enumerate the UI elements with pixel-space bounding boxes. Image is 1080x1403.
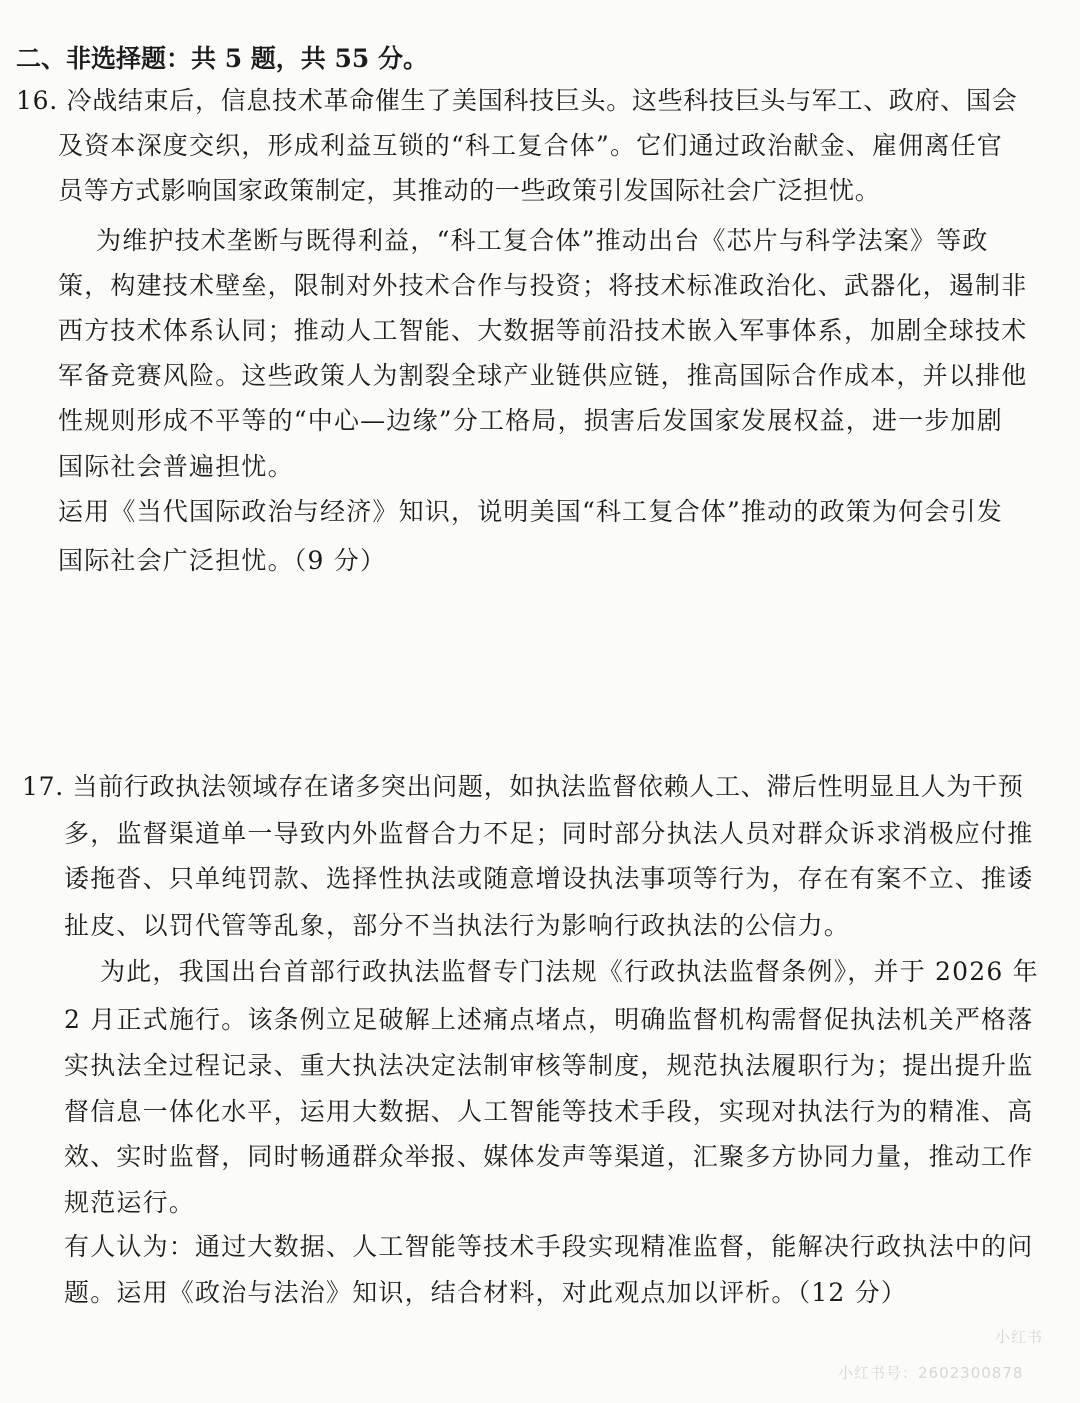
q17-line: 效、实时监督，同时畅通群众举报、媒体发声等渠道，汇聚多方协同力量，推动工作 [64, 1142, 1034, 1171]
q16-line: 国际社会广泛担忧。（9 分） [58, 546, 387, 575]
q17-line: 规范运行。 [64, 1188, 196, 1217]
watermark-id: 小红书号：2602300878 [838, 1364, 1024, 1382]
q16-line: 员等方式影响国家政策制定，其推动的一些政策引发国际社会广泛担忧。 [58, 176, 881, 205]
q17-line: 诿拖沓、只单纯罚款、选择性执法或随意增设执法事项等行为，存在有案不立、推诿 [64, 864, 1034, 893]
q16-line: 为维护技术垄断与既得利益，“科工复合体”推动出台《芯片与科学法案》等政 [96, 226, 989, 255]
q16-line: 运用《当代国际政治与经济》知识，说明美国“科工复合体”推动的政策为何会引发 [58, 497, 1003, 526]
q17-line: 实执法全过程记录、重大执法决定法制审核等制度，规范执法履职行为；提出提升监 [64, 1051, 1034, 1080]
q17-line: 17. 当前行政执法领域存在诸多突出问题，如执法监督依赖人工、滞后性明显且人为干预 [22, 772, 1024, 801]
q17-line: 题。运用《政治与法治》知识，结合材料，对此观点加以评析。（12 分） [64, 1278, 908, 1307]
q16-line: 西方技术体系认同；推动人工智能、大数据等前沿技术嵌入军事体系，加剧全球技术 [58, 316, 1028, 345]
q17-line: 为此，我国出台首部行政执法监督专门法规《行政执法监督条例》，并于 2026 年 [100, 957, 1039, 986]
q17-line: 有人认为：通过大数据、人工智能等技术手段实现精准监督，能解决行政执法中的问 [64, 1232, 1034, 1261]
q16-line: 国际社会普遍担忧。 [58, 452, 294, 481]
q16-line: 性规则形成不平等的“中心—边缘”分工格局，损害后发国家发展权益，进一步加剧 [58, 406, 1003, 435]
q16-line: 策，构建技术壁垒，限制对外技术合作与投资；将技术标准政治化、武器化，遏制非 [58, 271, 1028, 300]
q16-line: 军备竞赛风险。这些政策人为割裂全球产业链供应链，推高国际合作成本，并以排他 [58, 361, 1028, 390]
q17-line: 多，监督渠道单一导致内外监督合力不足；同时部分执法人员对群众诉求消极应付推 [64, 819, 1034, 848]
q16-line: 16. 冷战结束后，信息技术革命催生了美国科技巨头。这些科技巨头与军工、政府、国会 [16, 86, 1018, 115]
q17-line: 督信息一体化水平，运用大数据、人工智能等技术手段，实现对执法行为的精准、高 [64, 1097, 1034, 1126]
q17-line: 2 月正式施行。该条例立足破解上述痛点堵点，明确监督机构需督促执法机关严格落 [64, 1005, 1034, 1034]
watermark-logo: 小红书 [995, 1328, 1044, 1346]
section-heading: 二、非选择题：共 5 题，共 55 分。 [16, 44, 429, 73]
q17-line: 扯皮、以罚代管等乱象，部分不当执法行为影响行政执法的公信力。 [64, 911, 851, 940]
q16-line: 及资本深度交织，形成利益互锁的“科工复合体”。它们通过政治献金、雇佣离任官 [58, 131, 1003, 160]
